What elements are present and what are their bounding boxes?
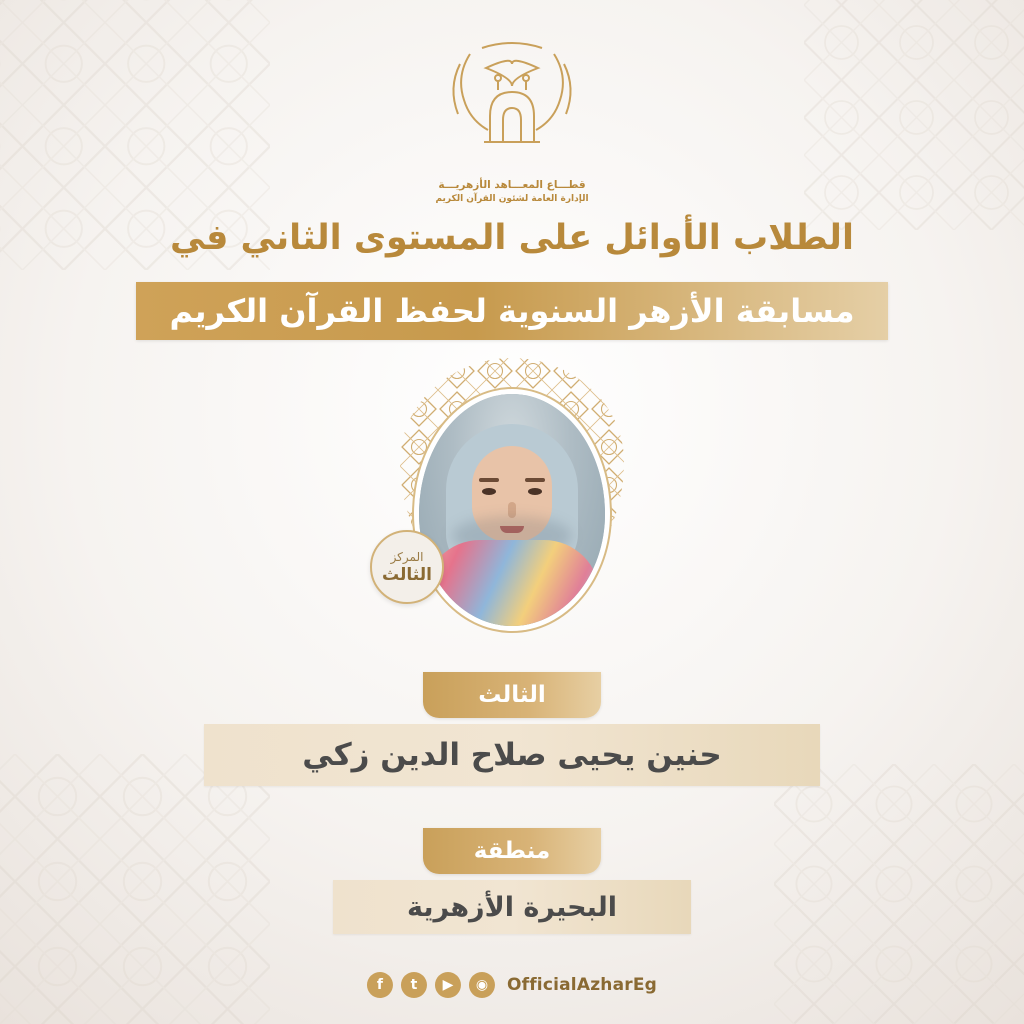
azhar-emblem-icon [412,34,612,174]
arabesque-pattern-top-right [804,0,1024,230]
competition-title-band: مسابقة الأزهر السنوية لحفظ القرآن الكريم [136,282,888,340]
page-title: الطلاب الأوائل على المستوى الثاني في [170,218,854,258]
region-label-pill: منطقة [423,828,601,874]
logo-caption-line2: الإدارة العامة لشئون القرآن الكريم [435,194,589,205]
arabesque-pattern-bottom-right [774,764,1024,1024]
social-handle: OfficialAzharEg [506,975,658,995]
rank-label-pill: الثالث [423,672,601,718]
twitter-icon[interactable]: t [401,972,427,998]
medallion-top-label: المركز [390,549,424,564]
winner-name-bar: حنين يحيى صلاح الدين زكي [204,724,820,786]
facebook-icon[interactable]: f [367,972,393,998]
social-footer [367,972,657,998]
winner-region-bar: البحيرة الأزهرية [333,880,691,934]
youtube-icon[interactable]: ▶ [435,972,461,998]
rank-medallion [370,530,444,604]
portrait-block [362,352,662,652]
logo-caption-line1: قطـــاع المعـــاهد الأزهريـــة [438,179,586,191]
arabesque-pattern-bottom-left [0,754,270,1024]
instagram-icon[interactable]: ◉ [469,972,495,998]
winner-photo [419,394,605,626]
medallion-rank-value: الثالث [382,564,432,585]
organization-logo [367,34,657,206]
